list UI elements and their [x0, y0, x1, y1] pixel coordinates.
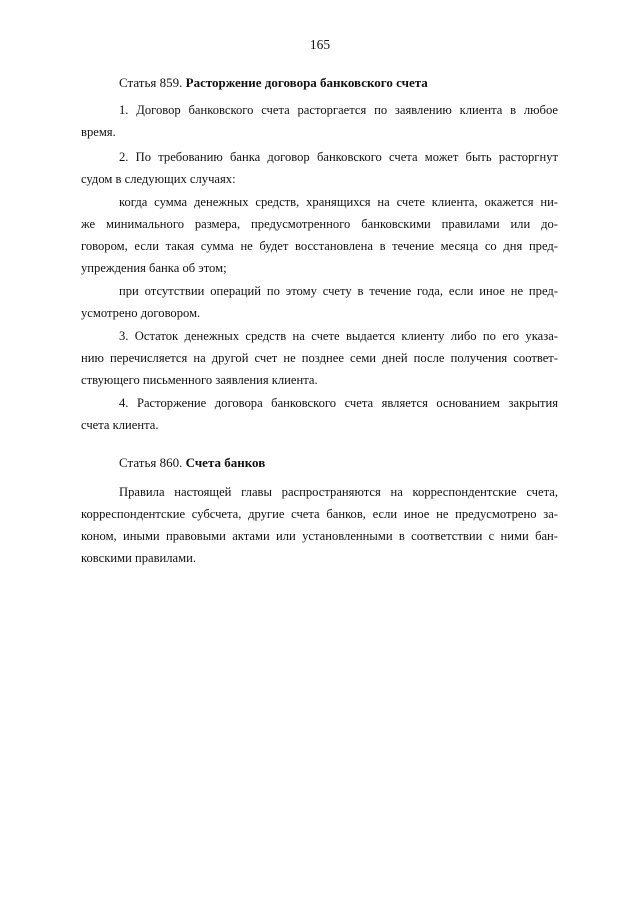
page-number: 165 — [309, 37, 331, 52]
article-859-line-11: 3. Остаток денежных средств на счете выдается клиенту либо по его указа- — [119, 329, 558, 343]
article-860-line-2: корреспондентские субсчета, другие счета банков, если иное не предусмотрено за- — [81, 507, 558, 521]
article-859-line-6: же минимального размера, предусмотренного банковскими правилами или до- — [81, 217, 558, 231]
article-860-title: Счета банков — [185, 455, 266, 470]
article-859-line-2: время. — [81, 125, 116, 139]
article-859-heading — [119, 75, 428, 91]
article-859-line-5: когда сумма денежных средств, хранящихся на счете клиента, окажется ни- — [119, 195, 558, 209]
article-859-line-10: усмотрено договором. — [81, 306, 201, 320]
article-859-label: Статья 859. — [119, 75, 183, 90]
article-860-line-4: ковскими правилами. — [81, 551, 196, 565]
article-859-line-7: говором, если такая сумма не будет восстановлена в течение месяца со дня пред- — [81, 239, 558, 253]
article-860-line-3: коном, иными правовыми актами или установленными в соответствии с ними бан- — [81, 529, 558, 543]
article-860-line-1: Правила настоящей главы распространяются на корреспондентские счета, — [119, 485, 558, 499]
article-859-title: Расторжение договора банковского счета — [185, 75, 428, 90]
article-859-line-4: судом в следующих случаях: — [81, 172, 236, 186]
article-859-line-1: 1. Договор банковского счета расторгается по заявлению клиента в любое — [119, 103, 558, 117]
article-859-line-12: нию перечисляется на другой счет не позднее семи дней после получения соответ- — [81, 351, 558, 365]
article-859-line-3: 2. По требованию банка договор банковского счета может быть расторгнут — [119, 150, 558, 164]
article-859-line-13: ствующего письменного заявления клиента. — [81, 373, 318, 387]
article-859-line-9: при отсутствии операций по этому счету в течение года, если иное не пред- — [119, 284, 558, 298]
article-860-label: Статья 860. — [119, 455, 183, 470]
article-859-line-15: счета клиента. — [81, 418, 159, 432]
article-859-line-8: упреждения банка об этом; — [81, 261, 227, 275]
article-860-heading — [119, 455, 265, 471]
article-859-line-14: 4. Расторжение договора банковского счета является основанием закрытия — [119, 396, 558, 410]
